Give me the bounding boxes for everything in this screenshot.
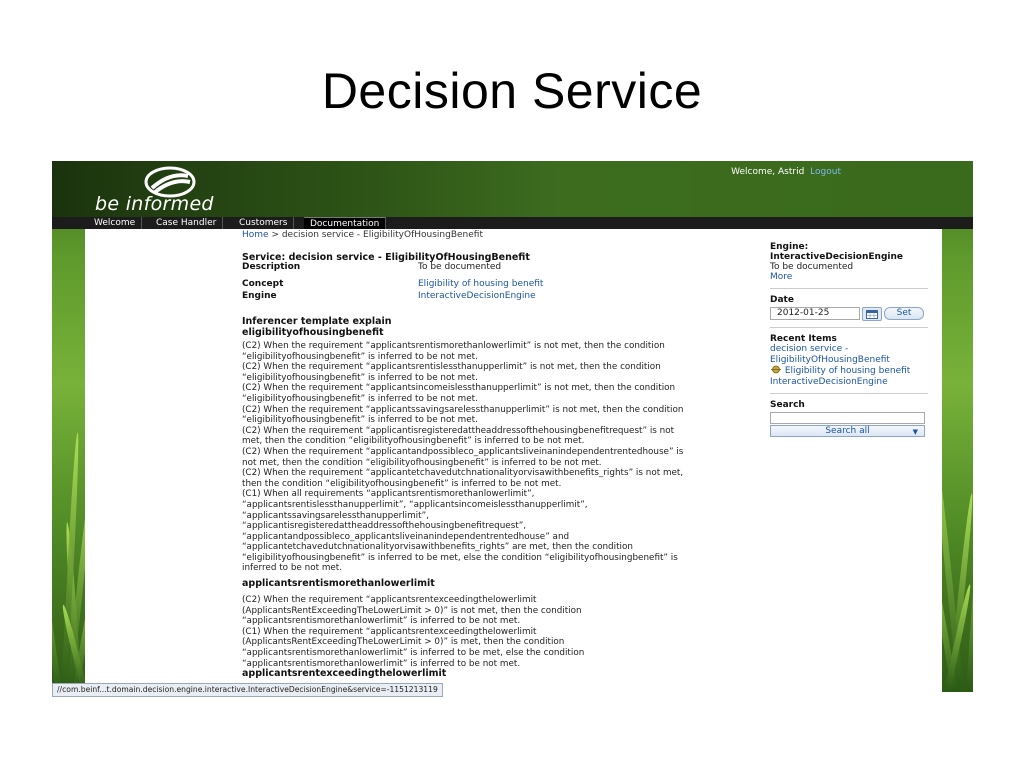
service-title: Service: decision service - EligibilityOfHousingBenefit: [242, 252, 530, 263]
calendar-button[interactable]: [862, 307, 882, 321]
set-date-button[interactable]: Set: [884, 307, 924, 320]
paragraph-line: met, then the condition “eligibilityofhousingbenefit” is inferred to be not met.: [242, 436, 585, 447]
paragraph-line: “eligibilityofhousingbenefit” is inferred to be met, else the condition “eligibilityofhousingbenefit” is: [242, 552, 678, 563]
recent-item-engine[interactable]: InteractiveDecisionEngine: [770, 376, 888, 387]
paragraph-line: not met, then the condition “eligibilityofhousingbenefit” is inferred to be not met.: [242, 457, 602, 468]
paragraph-line: “applicantisregisteredattheaddressofthehousingbenefitrequest”,: [242, 521, 527, 532]
breadcrumb-current: decision service - EligibilityOfHousingBenefit: [281, 230, 483, 240]
search-all-dropdown[interactable]: [770, 425, 925, 437]
concept-icon: [770, 365, 782, 374]
paragraph-line: (C2) When the requirement “applicantssavingsarelessthanupperlimit” is not met, then the condition: [242, 404, 684, 415]
date-input[interactable]: 2012-01-25: [770, 307, 860, 320]
recent-item-decision-service-cont[interactable]: EligibilityOfHousingBenefit: [770, 354, 890, 365]
nav-welcome[interactable]: Welcome: [88, 217, 142, 229]
paragraph-line: (C2) When the requirement “applicantetchavedutchnationalityorvisawithbenefits_rights” is not met,: [242, 468, 684, 479]
paragraph-line: (C2) When the requirement “applicantandpossibleco_applicantsliveinanindependentrentedhouse” is: [242, 446, 684, 457]
paragraph-line: “applicantetchavedutchnationalityorvisawithbenefits_rights” are met, then the condition: [242, 542, 633, 553]
paragraph-line: “applicantsrentislessthanupperlimit”, “applicantsincomeislessthanupperlimit”,: [242, 499, 588, 510]
grass-blade: [52, 543, 62, 692]
paragraph-line: “applicantsrentismorethanlowerlimit” is inferred to be not met.: [242, 616, 521, 627]
recent-item-concept[interactable]: [770, 365, 928, 377]
recent-item-decision-service[interactable]: decision service -: [770, 344, 849, 354]
engine-link[interactable]: InteractiveDecisionEngine: [418, 291, 536, 301]
description-label: Description: [242, 262, 301, 272]
paragraph-line: (C1) When the requirement “applicantsrentexceedingthelowerlimit: [242, 626, 537, 637]
engine-sidebar-label: Engine:: [770, 242, 809, 252]
section-heading-line: Inferencer template explain: [242, 316, 392, 327]
recent-item-concept-label[interactable]: Eligibility of housing benefit: [784, 366, 911, 376]
paragraph-line: (ApplicantsRentExceedingTheLowerLimit > 0)” is not met, then the condition: [242, 605, 582, 616]
engine-sidebar-name: InteractiveDecisionEngine: [770, 252, 903, 262]
recent-items-label: Recent Items: [770, 334, 837, 344]
nav-customers[interactable]: Customers: [233, 217, 294, 229]
logo-text: be informed: [95, 193, 214, 215]
engine-sidebar-desc: To be documented: [770, 262, 854, 272]
paragraph-line: (C2) When the requirement “applicantsrentexceedingthelowerlimit: [242, 595, 537, 605]
sidebar: [770, 242, 928, 437]
chevron-down-icon: ▼: [912, 428, 918, 436]
nav-case-handler[interactable]: Case Handler: [150, 217, 223, 229]
engine-label: Engine: [242, 291, 277, 301]
breadcrumb-home-link[interactable]: Home: [242, 230, 269, 240]
paragraph-line: (C2) When the requirement “applicantsrentismorethanlowerlimit” is not met, then the condition: [242, 341, 665, 351]
section-heading-inferencer: [242, 316, 392, 338]
more-link[interactable]: More: [770, 272, 793, 282]
search-input[interactable]: [770, 412, 925, 424]
explain-paragraph: [242, 595, 737, 669]
section-heading-rent-exceeding: applicantsrentexceedingthelowerlimit: [242, 668, 447, 679]
breadcrumb: [242, 230, 483, 240]
breadcrumb-separator: >: [268, 230, 282, 240]
slide-title: Decision Service: [321, 63, 703, 119]
welcome-message: [731, 167, 841, 177]
paragraph-line: “applicantsrentismorethanlowerlimit” is inferred to be not met.: [242, 658, 521, 669]
search-label: Search: [770, 400, 805, 410]
explain-paragraph: [242, 341, 737, 574]
section-heading-line: eligibilityofhousingbenefit: [242, 327, 384, 338]
paragraph-line: “applicantsrentismorethanlowerlimit” is inferred to be met, else the condition: [242, 647, 585, 658]
date-label: Date: [770, 295, 794, 305]
divider: [770, 393, 928, 394]
status-bar-url: //com.beinf...t.domain.decision.engine.interactive.InteractiveDecisionEngine&service=-1151213119: [52, 683, 443, 697]
calendar-icon: [866, 309, 878, 319]
divider: [770, 327, 928, 328]
description-value: To be documented: [418, 262, 502, 272]
paragraph-line: (C2) When the requirement “applicantsincomeislessthanupperlimit” is not met, then the condition: [242, 383, 676, 394]
search-all-label: Search all: [825, 426, 870, 436]
concept-link[interactable]: Eligibility of housing benefit: [418, 279, 544, 289]
paragraph-line: “eligibilityofhousingbenefit” is inferred to be not met.: [242, 393, 478, 404]
paragraph-line: “applicantandpossibleco_applicantsliveinanindependentrentedhouse” and: [242, 531, 570, 542]
paragraph-line: (ApplicantsRentExceedingTheLowerLimit > 0)” is met, then the condition: [242, 637, 565, 648]
app-screenshot: [52, 161, 973, 692]
paragraph-line: “eligibilityofhousingbenefit” is inferred to be not met.: [242, 351, 478, 362]
paragraph-line: (C2) When the requirement “applicantsrentislessthanupperlimit” is not met, then the condition: [242, 362, 661, 373]
recent-items-list: [770, 344, 928, 387]
logout-link[interactable]: Logout: [810, 167, 841, 177]
paragraph-line: “eligibilityofhousingbenefit” is inferred to be not met.: [242, 372, 478, 383]
paragraph-line: (C1) When all requirements “applicantsrentismorethanlowerlimit”,: [242, 489, 535, 500]
app-header: [52, 161, 973, 217]
paragraph-line: “eligibilityofhousingbenefit” is inferred to be not met.: [242, 415, 478, 426]
section-heading-rent-more: applicantsrentismorethanlowerlimit: [242, 578, 435, 589]
main-nav: [52, 217, 973, 229]
content-panel: [85, 229, 942, 692]
paragraph-line: “applicantssavingsarelessthanupperlimit”,: [242, 510, 429, 521]
nav-documentation[interactable]: Documentation: [304, 217, 386, 230]
divider: [770, 288, 928, 289]
date-row: [770, 307, 928, 321]
paragraph-line: then the condition “eligibilityofhousingbenefit” is inferred to be not met.: [242, 478, 562, 489]
concept-label: Concept: [242, 279, 284, 289]
welcome-label: Welcome, Astrid: [731, 167, 805, 177]
paragraph-line: inferred to be not met.: [242, 563, 343, 574]
paragraph-line: (C2) When the requirement “applicantisregisteredattheaddressofthehousingbenefitrequest” is not: [242, 425, 675, 436]
